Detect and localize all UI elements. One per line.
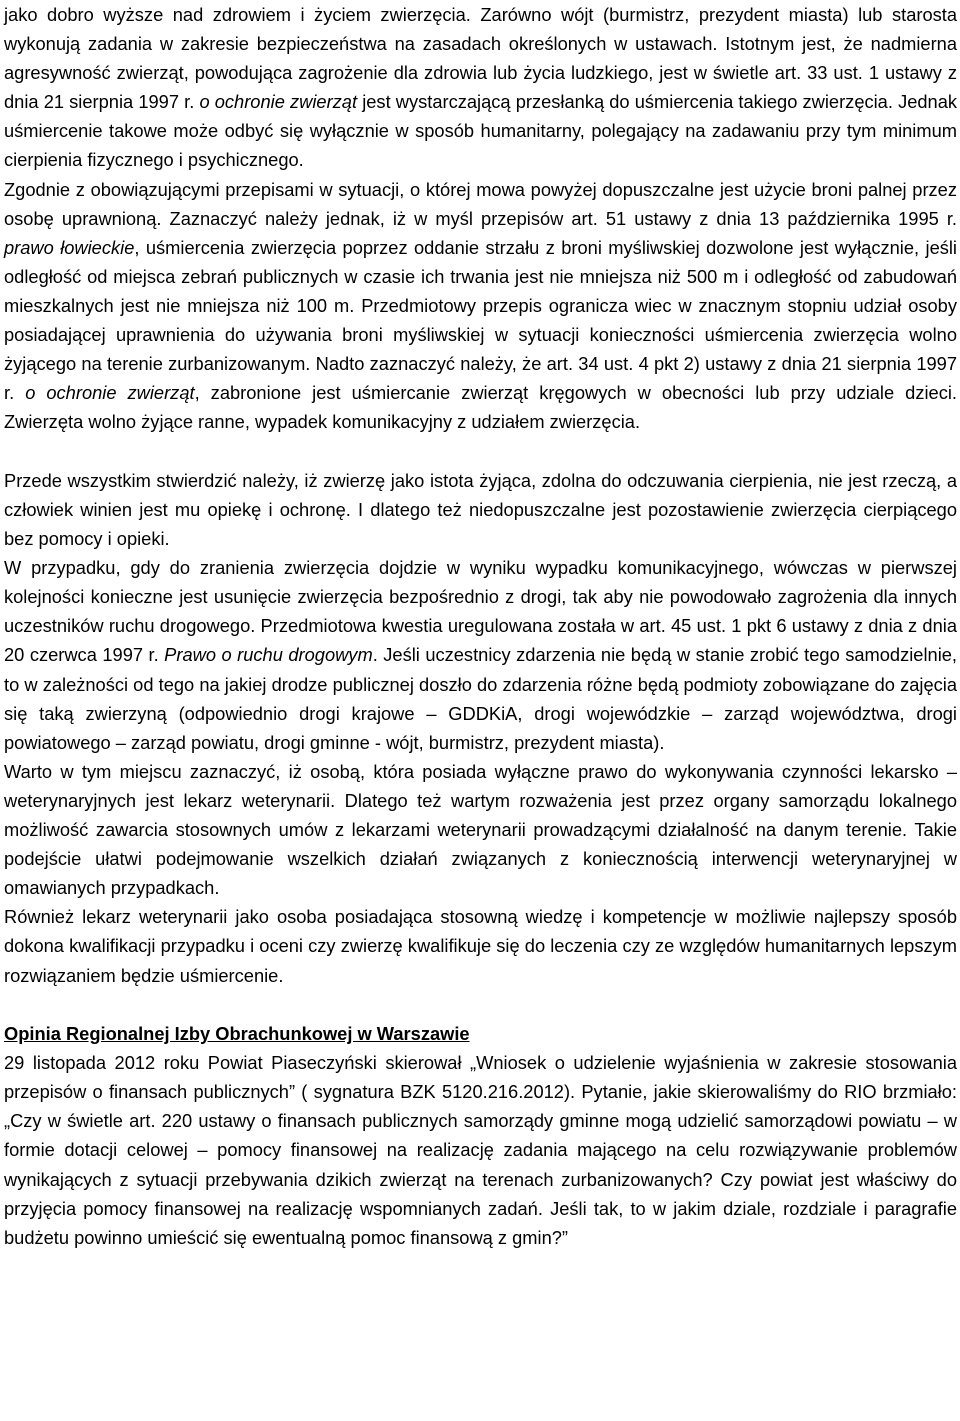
italic-act-title: Prawo o ruchu drogowym bbox=[164, 644, 373, 666]
text-run: Przede wszystkim stwierdzić należy, iż zwierzę jako istota żyjąca, zdolna do odczuwania cierpienia, nie jest rzeczą, a człowiek winien jest mu opiekę i ochronę. I dlatego też niedopuszczalne jest pozostawienie zwierzęcia cierpiącego bez pomocy i opieki. bbox=[4, 469, 957, 550]
italic-act-title: o ochronie zwierząt bbox=[25, 382, 195, 404]
text-run: . Jeśli uczestnicy zdarzenia nie będą w stanie zrobić tego samodzielnie, to w zależności od tego na jakiej drodze publicznej doszło do zdarzenia różne będą podmioty zobowiązane do zajęcia się taką zwierzyną (odpowiednio drogi krajowe – GDDKiA, drogi wojewódzkie – zarząd województwa, drogi powiatowego – zarząd powiatu, drogi gminne - wójt, burmistrz, prezydent miasta). bbox=[4, 644, 958, 753]
section-heading bbox=[4, 1019, 957, 1048]
text-run: jest wystarczającą przesłanką do uśmiercenia takiego zwierzęcia. Jednak uśmiercenie takowe może odbyć się wyłącznie w sposób humanitarny, polegający na zadawaniu przy tym minimum cierpienia fizycznego i psychicznego. bbox=[4, 91, 958, 171]
text-run: , uśmiercenia zwierzęcia poprzez oddanie strzału z broni myśliwskiej dozwolone jest wyłącznie, jeśli odległość od miejsca zebrań publicznych w czasie ich trwania jest nie mniejsza niż 500 m i odległość od zabudowań mieszkalnych jest nie mniejsza niż 100 m. Przedmiotowy przepis ogranicza wiec w znacznym stopniu udział osoby posiadającej uprawnienia do używania broni myśliwskiej w sytuacji konieczności uśmiercenia zwierzęcia wolno żyjącego na terenie zurbanizowanym. Nadto zaznaczyć należy, że art. 34 ust. 4 pkt 2) ustawy z dnia 21 sierpnia 1997 r. bbox=[4, 236, 957, 404]
body-paragraph bbox=[4, 175, 957, 437]
text-run: Opinia Regionalnej Izby Obrachunkowej w Warszawie bbox=[4, 1023, 470, 1045]
italic-act-title: prawo łowieckie bbox=[4, 236, 135, 258]
text-run: , zabronione jest uśmiercanie zwierząt kręgowych w obecności lub przy udziale dzieci. Zwierzęta wolno żyjące ranne, wypadek komunikacyjny z udziałem zwierzęcia. bbox=[4, 382, 957, 433]
body-paragraph bbox=[4, 757, 957, 902]
body-paragraph bbox=[4, 466, 957, 553]
text-run: W przypadku, gdy do zranienia zwierzęcia dojdzie w wyniku wypadku komunikacyjnego, wówczas w pierwszej kolejności konieczne jest usunięcie zwierzęcia bezpośrednio z drogi, tak aby nie powodowało zagrożenia dla innych uczestników ruchu drogowego. Przedmiotowa kwestia uregulowana została w art. 45 ust. 1 pkt 6 ustawy z dnia z dnia 20 czerwca 1997 r. bbox=[4, 557, 957, 666]
text-run: Zgodnie z obowiązującymi przepisami w sytuacji, o której mowa powyżej dopuszczalne jest użycie broni palnej przez osobę uprawnioną. Zaznaczyć należy jednak, iż w myśl przepisów art. 51 ustawy z dnia 13 października 1995 r. bbox=[4, 178, 957, 229]
paragraph-spacer bbox=[4, 990, 957, 1020]
body-paragraph bbox=[4, 553, 957, 757]
body-paragraph bbox=[4, 0, 957, 175]
text-run: Warto w tym miejscu zaznaczyć, iż osobą, która posiada wyłączne prawo do wykonywania czynności lekarsko – weterynaryjnych jest lekarz weterynarii. Dlatego też wartym rozważenia jest przez organy samorządu lokalnego możliwość zawarcia stosownych umów z lekarzami weterynarii prowadzącymi działalność na danym terenie. Takie podejście ułatwi podejmowanie wszelkich działań związanych z koniecznością interwencji weterynaryjnej w omawianych przypadkach. bbox=[4, 760, 957, 899]
text-run: Również lekarz weterynarii jako osoba posiadająca stosowną wiedzę i kompetencje w możliwie najlepszy sposób dokona kwalifikacji przypadku i oceni czy zwierzę kwalifikuje się do leczenia czy ze względów humanitarnych lepszym rozwiązaniem będzie uśmiercenie. bbox=[4, 906, 957, 986]
body-paragraph bbox=[4, 902, 957, 989]
body-paragraph bbox=[4, 1048, 957, 1252]
paragraph-spacer bbox=[4, 436, 957, 466]
text-run: jako dobro wyższe nad zdrowiem i życiem zwierzęcia. Zarówno wójt (burmistrz, prezydent miasta) lub starosta wykonują zadania w zakresie bezpieczeństwa na zasadach określonych w ustawach. Istotnym jest, że nadmierna agresywność zwierząt, powodująca zagrożenie dla zdrowia lub życia ludzkiego, jest w świetle art. 33 ust. 1 ustawy z dnia 21 sierpnia 1997 r. bbox=[4, 4, 957, 113]
text-run: 29 listopada 2012 roku Powiat Piaseczyński skierował „Wniosek o udzielenie wyjaśnienia w zakresie stosowania przepisów o finansach publicznych” ( sygnatura BZK 5120.216.2012). Pytanie, jakie skierowaliśmy do RIO brzmiało: „Czy w świetle art. 220 ustawy o finansach publicznych samorządy gminne mogą udzielić samorządowi powiatu – w formie dotacji celowej – pomocy finansowej na realizację zadania mającego na celu rozwiązywanie problemów wynikających z sytuacji przebywania dzikich zwierząt na terenach zurbanizowanych? Czy powiat jest właściwy do przyjęcia pomocy finansowej na realizację wspomnianych zadań. Jeśli tak, to w jakim dziale, rozdziale i paragrafie budżetu powinno umieścić się ewentualną pomoc finansową z gmin?” bbox=[4, 1052, 957, 1248]
italic-act-title: o ochronie zwierząt bbox=[199, 91, 358, 113]
